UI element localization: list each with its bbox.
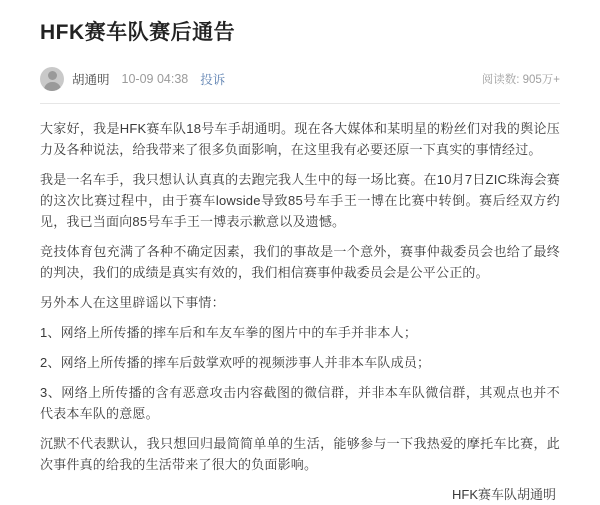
article-body xyxy=(40,118,560,475)
paragraph: 3、网络上所传播的含有恶意攻击内容截图的微信群，并非本车队微信群，其观点也并不代表本车队的意愿。 xyxy=(40,385,560,421)
signature: HFK赛车队胡通明 xyxy=(451,487,556,502)
post-time: 10-09 04:38 xyxy=(121,72,189,86)
page-title: HFK赛车队赛后通告 xyxy=(40,21,236,44)
read-count: 阅读数: 905万+ xyxy=(481,74,560,86)
avatar[interactable] xyxy=(40,67,64,91)
meta-divider xyxy=(40,103,560,104)
paragraph: 大家好，我是HFK赛车队18号车手胡通明。现在各大媒体和某明星的粉丝们对我的舆论压力及各种说法，给我带来了很多负面影响，在这里我有必要还原一下真实的事情经过。 xyxy=(40,121,560,157)
paragraph: 竞技体育包充满了各种不确定因素，我们的事故是一个意外，赛事仲裁委员会也给了最终的判决，我们的成绩是真实有效的，我们相信赛事仲裁委员会是公平公正的。 xyxy=(40,244,560,280)
paragraph: 我是一名车手，我只想认认真真的去跑完我人生中的每一场比赛。在10月7日ZIC珠海会赛的这次比赛过程中，由于赛车lowside导致85号车手王一博在比赛中转倒。赛后经双方约见，我已当面向85号车手王一博表示歉意以及遗憾。 xyxy=(40,172,560,229)
paragraph: 另外本人在这里辟谣以下事情： xyxy=(40,295,225,310)
paragraph: 沉默不代表默认，我只想回归最简简单单的生活，能够参与一下我热爱的摩托车比赛，此次事件真的给我的生活带来了很大的负面影响。 xyxy=(40,436,560,472)
report-link[interactable]: 投诉 xyxy=(200,73,226,87)
article-meta xyxy=(40,64,560,94)
paragraph: 1、网络上所传播的摔车后和车友车拳的图片中的车手并非本人； xyxy=(40,325,418,340)
paragraph: 2、网络上所传播的摔车后鼓掌欢呼的视频涉事人并非本车队成员； xyxy=(40,355,431,370)
author-name[interactable]: 胡通明 xyxy=(72,73,110,87)
